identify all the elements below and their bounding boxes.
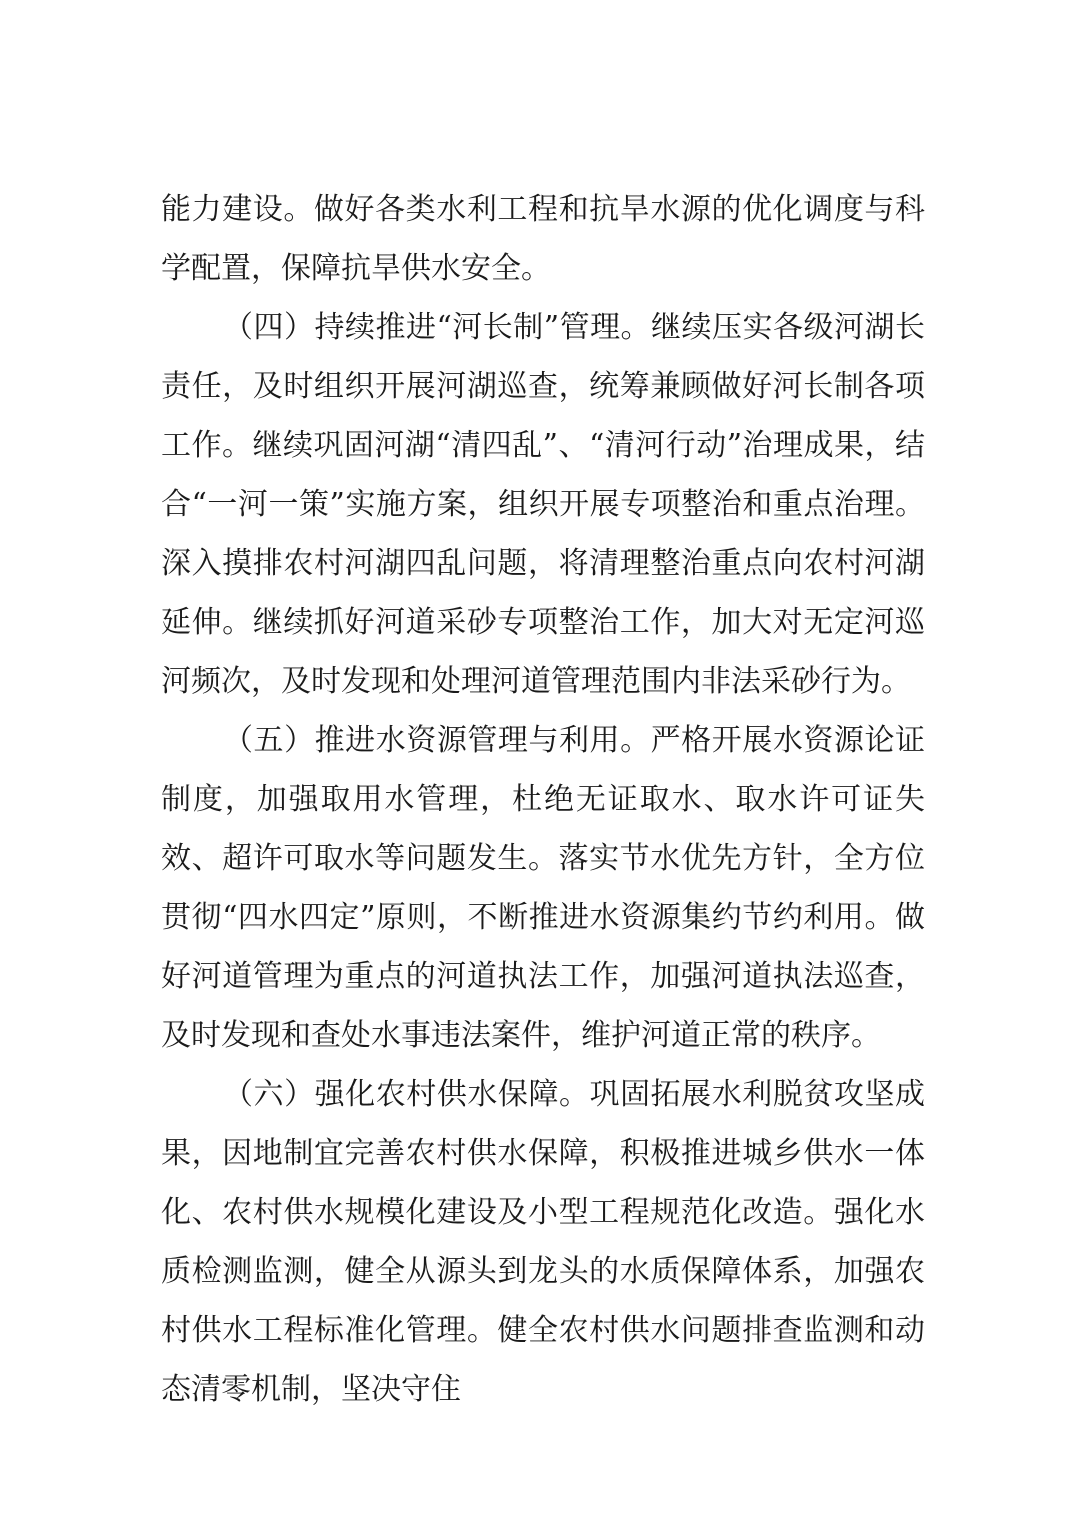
document-body [161,180,925,1419]
paragraph-river-chief-system: （四）持续推进“河长制”管理。继续压实各级河湖长责任，及时组织开展河湖巡查，统筹兼顾做好河长制各项工作。继续巩固河湖“清四乱”、“清河行动”治理成果，结合“一河一策”实施方案，组织开展专项整治和重点治理。深入摸排农村河湖四乱问题，将清理整治重点向农村河湖延伸。继续抓好河道采砂专项整治工作，加大对无定河巡河频次，及时发现和处理河道管理范围内非法采砂行为。 [161,310,925,699]
paragraph-rural-water-supply: （六）强化农村供水保障。巩固拓展水利脱贫攻坚成果，因地制宜完善农村供水保障，积极推进城乡供水一体化、农村供水规模化建设及小型工程规范化改造。强化水质检测监测，健全从源头到龙头的水质保障体系，加强农村供水工程标准化管理。健全农村供水问题排查监测和动态清零机制，坚决守住 [161,1077,925,1407]
paragraph-water-resources: （五）推进水资源管理与利用。严格开展水资源论证制度，加强取用水管理，杜绝无证取水、取水许可证失效、超许可取水等问题发生。落实节水优先方针，全方位贯彻“四水四定”原则，不断推进水资源集约节约利用。做好河道管理为重点的河道执法工作，加强河道执法巡查，及时发现和查处水事违法案件，维护河道正常的秩序。 [161,723,925,1053]
paragraph-continuation: 能力建设。做好各类水利工程和抗旱水源的优化调度与科学配置，保障抗旱供水安全。 [161,192,925,286]
